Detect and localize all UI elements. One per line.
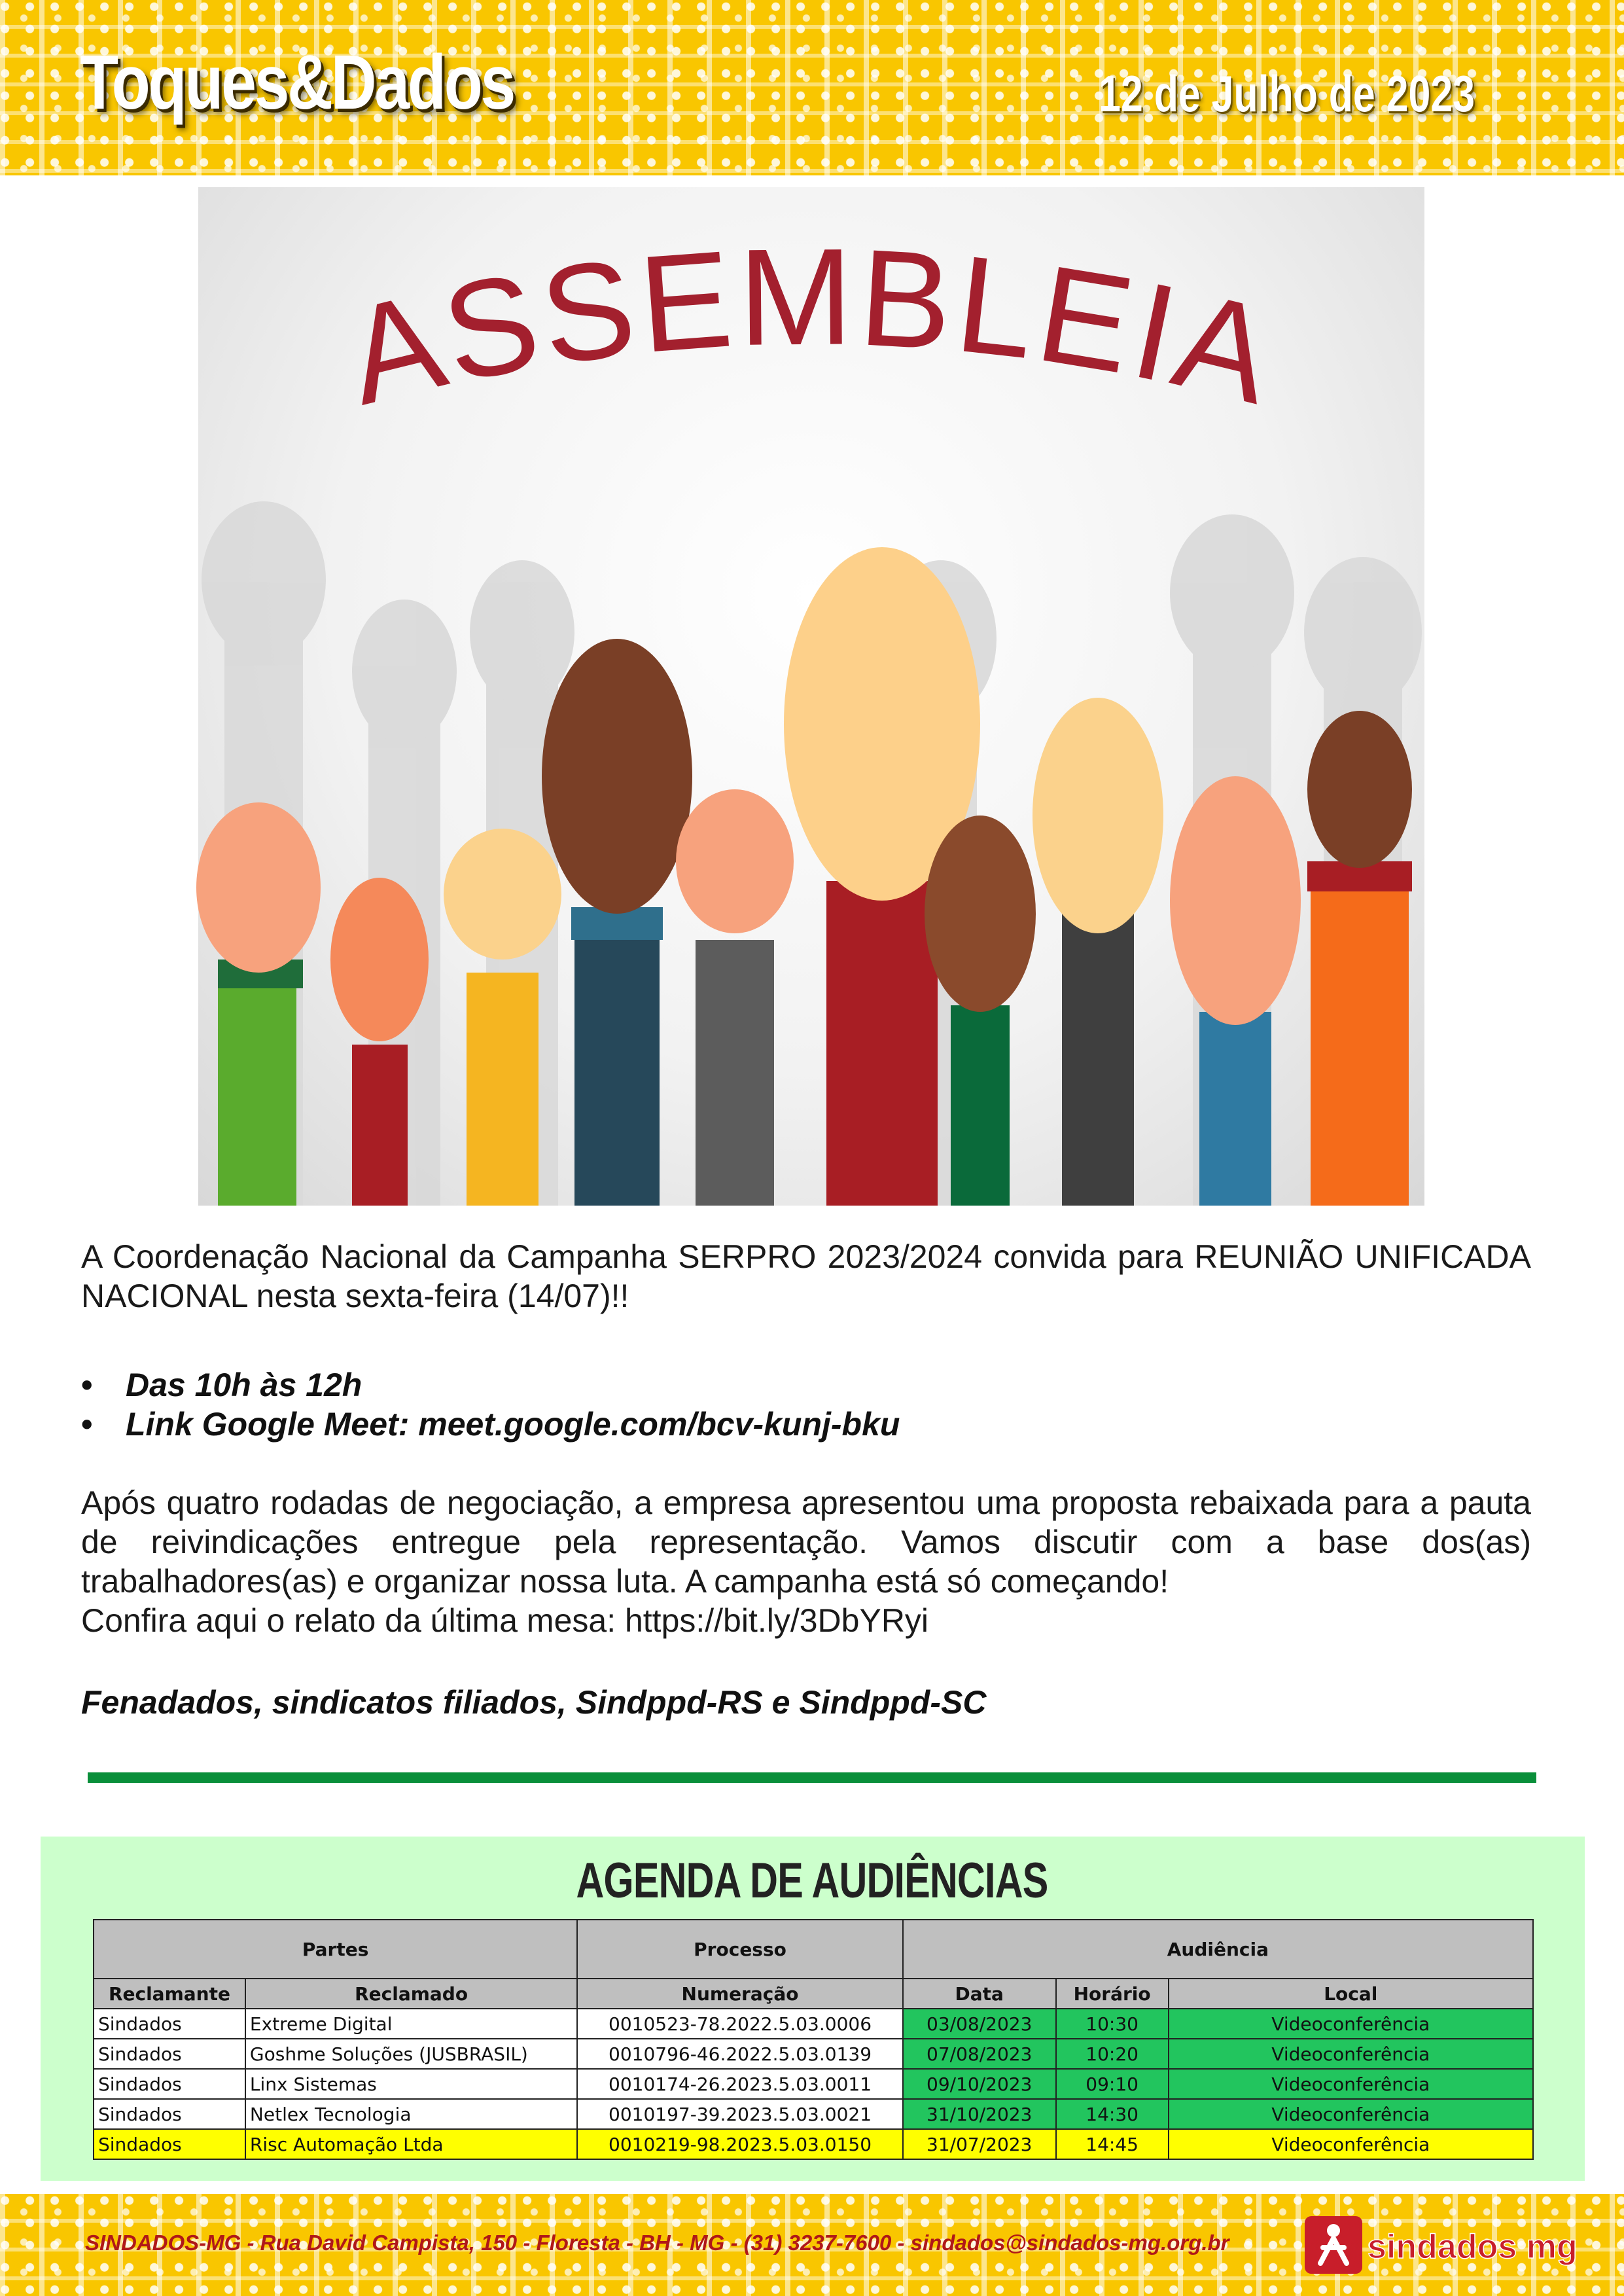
cell-reclamado: Risc Automação Ltda: [245, 2129, 577, 2159]
cell-numeracao: 0010197-39.2023.5.03.0021: [577, 2099, 903, 2129]
sindados-logo: [1303, 2211, 1578, 2279]
meeting-link[interactable]: • Link Google Meet: meet.google.com/bcv-kunj-bku: [81, 1405, 900, 1444]
negotiation-paragraph: Após quatro rodadas de negociação, a empresa apresentou uma proposta rebaixada para a pauta de reivindicações entregue pela representação. Vamos discutir com a base dos(as) trabalhadores(as) e organizar nossa luta. A campanha está só começando!: [81, 1484, 1531, 1600]
agenda-title: AGENDA DE AUDIÊNCIAS: [576, 1853, 1048, 1909]
table-row: [94, 2009, 1533, 2039]
cell-reclamante: Sindados: [94, 2039, 245, 2069]
cell-reclamante: Sindados: [94, 2009, 245, 2039]
cell-reclamado: Linx Sistemas: [245, 2069, 577, 2099]
col-reclamante: Reclamante: [94, 1979, 245, 2009]
group-header-audiencia: Audiência: [903, 1920, 1533, 1979]
cell-data: 31/07/2023: [903, 2129, 1056, 2159]
meeting-time: • Das 10h às 12h: [81, 1365, 900, 1405]
signature: Fenadados, sindicatos filiados, Sindppd-RS e Sindppd-SC: [81, 1684, 987, 1721]
cell-data: 31/10/2023: [903, 2099, 1056, 2129]
article-body: [81, 1483, 1531, 1640]
meeting-details-list: [81, 1365, 900, 1444]
cell-horario: 09:10: [1056, 2069, 1169, 2099]
cell-data: 07/08/2023: [903, 2039, 1056, 2069]
col-reclamado: Reclamado: [245, 1979, 577, 2009]
cell-horario: 10:30: [1056, 2009, 1169, 2039]
cell-reclamado: Goshme Soluções (JUSBRASIL): [245, 2039, 577, 2069]
poster-title-text: ASSEMBLEIA: [332, 233, 1291, 434]
cell-reclamante: Sindados: [94, 2099, 245, 2129]
cell-local: Videoconferência: [1169, 2099, 1533, 2129]
cell-horario: 14:30: [1056, 2099, 1169, 2129]
cell-numeracao: 0010796-46.2022.5.03.0139: [577, 2039, 903, 2069]
invitation-text: A Coordenação Nacional da Campanha SERPRO 2023/2024 convida para REUNIÃO UNIFICADA NACIONAL nesta sexta-feira (14/07)!!: [81, 1238, 1531, 1314]
hearings-table: [93, 1919, 1534, 2160]
cell-data: 09/10/2023: [903, 2069, 1056, 2099]
assembleia-poster: [198, 187, 1424, 1206]
cell-local: Videoconferência: [1169, 2009, 1533, 2039]
col-horario: Horário: [1056, 1979, 1169, 2009]
cell-horario: 10:20: [1056, 2039, 1169, 2069]
cell-data: 03/08/2023: [903, 2009, 1056, 2039]
cell-local: Videoconferência: [1169, 2129, 1533, 2159]
footer-address: SINDADOS-MG - Rua David Campista, 150 - Floresta - BH - MG - (31) 3237-7600 - sindados@sindados-mg.org.br: [85, 2231, 1229, 2255]
table-row-highlighted: [94, 2129, 1533, 2159]
section-divider: [88, 1772, 1536, 1783]
cell-reclamado: Extreme Digital: [245, 2009, 577, 2039]
logo-wordmark: sindados mg: [1368, 2228, 1578, 2266]
cell-numeracao: 0010174-26.2023.5.03.0011: [577, 2069, 903, 2099]
table-row: [94, 2099, 1533, 2129]
report-link-line[interactable]: Confira aqui o relato da última mesa: https://bit.ly/3DbYRyi: [81, 1602, 929, 1639]
col-numeracao: Numeração: [577, 1979, 903, 2009]
col-local: Local: [1169, 1979, 1533, 2009]
cell-reclamante: Sindados: [94, 2129, 245, 2159]
cell-reclamado: Netlex Tecnologia: [245, 2099, 577, 2129]
group-header-partes: Partes: [94, 1920, 577, 1979]
cell-local: Videoconferência: [1169, 2039, 1533, 2069]
table-row: [94, 2039, 1533, 2069]
cell-horario: 14:45: [1056, 2129, 1169, 2159]
issue-date: 12 de Julho de 2023: [1099, 65, 1475, 122]
cell-local: Videoconferência: [1169, 2069, 1533, 2099]
svg-text:ASSEMBLEIA: [332, 233, 1291, 434]
cell-numeracao: 0010523-78.2022.5.03.0006: [577, 2009, 903, 2039]
cell-reclamante: Sindados: [94, 2069, 245, 2099]
poster-title: [198, 233, 1424, 446]
table-row: [94, 2069, 1533, 2099]
masthead-title: Toques&Dados: [80, 39, 514, 126]
cell-numeracao: 0010219-98.2023.5.03.0150: [577, 2129, 903, 2159]
col-data: Data: [903, 1979, 1056, 2009]
group-header-processo: Processo: [577, 1920, 903, 1979]
